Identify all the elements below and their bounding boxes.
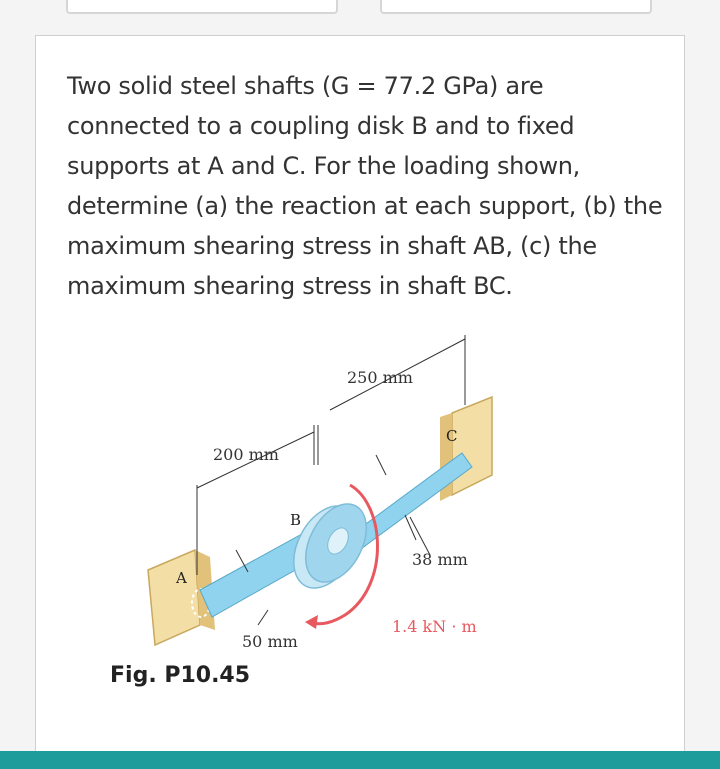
- bottom-accent-bar: [0, 751, 720, 769]
- top-cards: [0, 0, 720, 36]
- torque-label: 1.4 kN · m: [392, 617, 477, 636]
- problem-text: Two solid steel shafts (G = 77.2 GPa) are connected to a coupling disk B and to fixed supports at A and C. For the loading shown, determine (a) the reaction at each support, (b) the maximum shearing stress in shaft AB, (c) the maximum shearing stress in shaft BC.: [67, 72, 663, 300]
- point-label-c: C: [446, 427, 458, 445]
- dim-label-50: 50 mm: [242, 632, 298, 651]
- figure-caption: Fig. P10.45: [110, 663, 251, 688]
- card-stub-right[interactable]: [380, 0, 652, 14]
- dim-label-38: 38 mm: [412, 550, 468, 569]
- card-stub-left[interactable]: [66, 0, 338, 14]
- point-label-b: B: [290, 511, 302, 529]
- dim-label-250: 250 mm: [347, 368, 413, 387]
- point-label-a: A: [176, 569, 187, 587]
- dim-label-200: 200 mm: [213, 445, 279, 464]
